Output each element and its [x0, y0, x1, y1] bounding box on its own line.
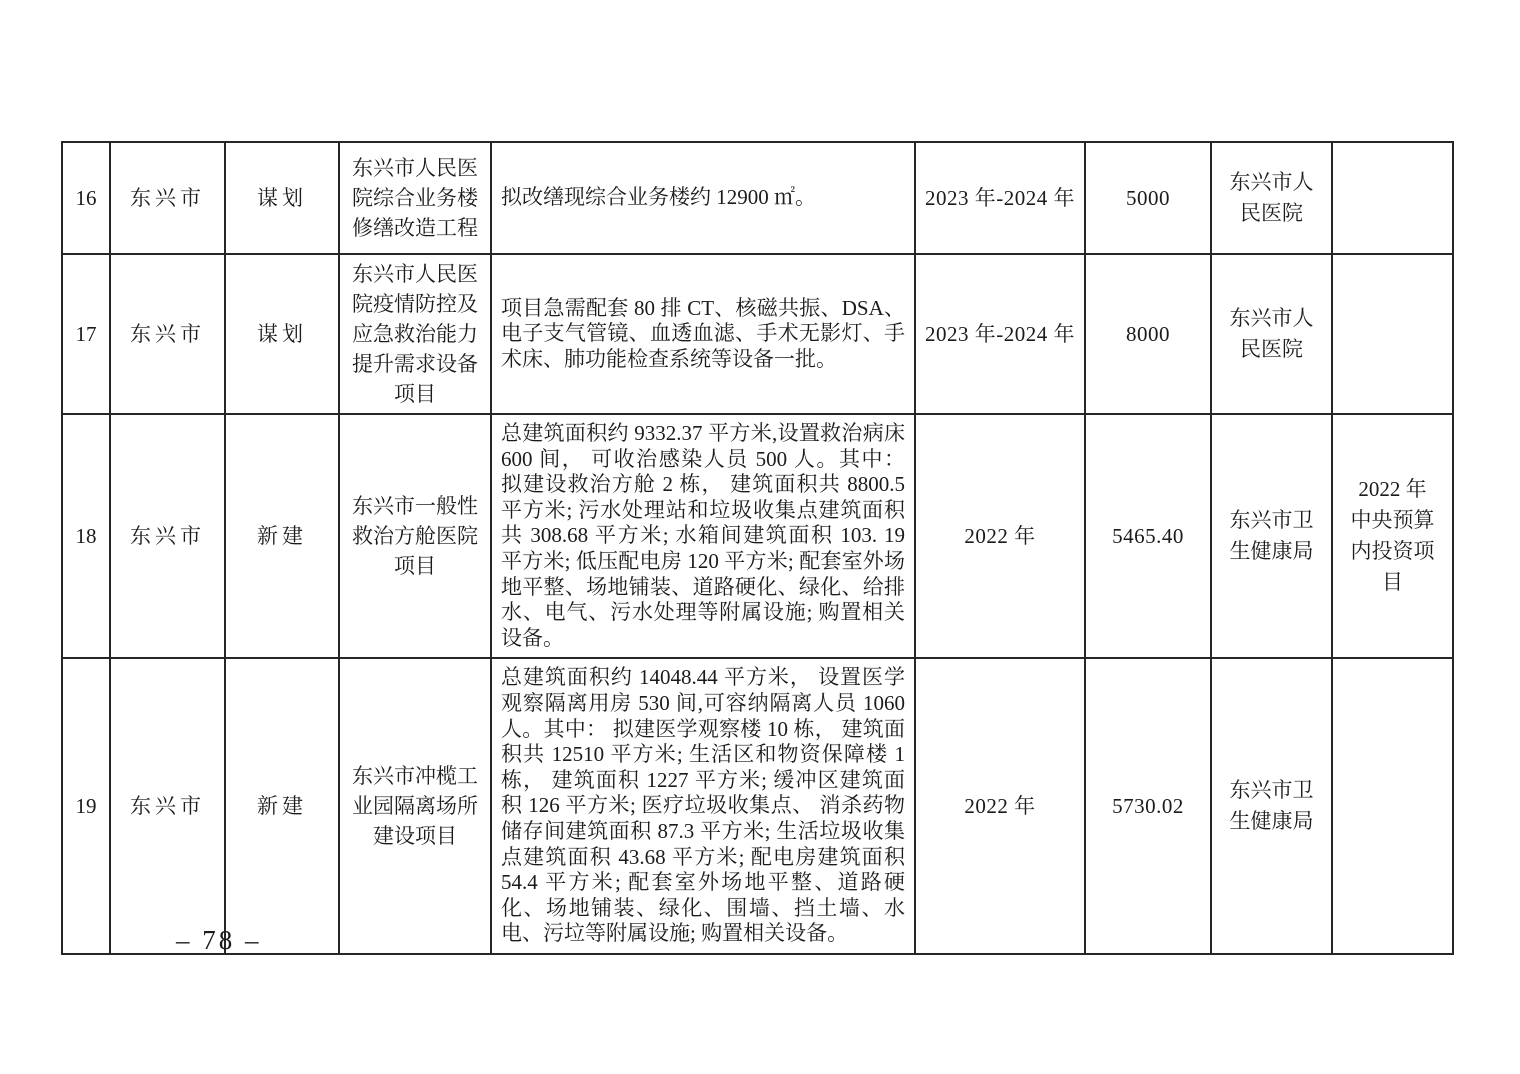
cell-project-type: 谋划 [225, 142, 339, 254]
cell-responsible-unit: 东兴市卫生健康局 [1211, 658, 1332, 954]
cell-project-type: 新建 [225, 414, 339, 658]
cell-project-name: 东兴市人民医院综合业务楼修缮改造工程 [339, 142, 491, 254]
cell-construction-content: 总建筑面积约 9332.37 平方米,设置救治病床 600 间， 可收治感染人员 500 人。其中： 拟建设救治方舱 2 栋， 建筑面积共 8800.5 平方米; 污水处理站和垃圾收集点建筑面积共 308.68 平方米; 水箱间建筑面积 103. 19 平方米; 低压配电房 120 平方米; 配套室外场地平整、场地铺装、道路硬化、绿化、给排水、电气、污水处理等附属设施; 购置相关设备。 [491, 414, 915, 658]
cell-build-period: 2022 年 [915, 414, 1085, 658]
table-row [62, 658, 1453, 954]
cell-remark [1332, 658, 1453, 954]
projects-table [61, 141, 1454, 955]
page-number: – 78 – [176, 925, 262, 955]
cell-investment-amount: 5465.40 [1085, 414, 1211, 658]
cell-build-period: 2022 年 [915, 658, 1085, 954]
cell-remark: 2022 年中央预算内投资项目 [1332, 414, 1453, 658]
cell-responsible-unit: 东兴市人民医院 [1211, 254, 1332, 414]
cell-project-type: 谋划 [225, 254, 339, 414]
cell-investment-amount: 5000 [1085, 142, 1211, 254]
cell-construction-content: 总建筑面积约 14048.44 平方米， 设置医学观察隔离用房 530 间,可容纳隔离人员 1060 人。其中： 拟建医学观察楼 10 栋， 建筑面积共 12510 平方米; 生活区和物资保障楼 1 栋， 建筑面积 1227 平方米; 缓冲区建筑面积 126 平方米; 医疗垃圾收集点、 消杀药物储存间建筑面积 87.3 平方米; 生活垃圾收集点建筑面积 43.68 平方米; 配电房建筑面积 54.4 平方米; 配套室外场地平整、道路硬化、场地铺装、绿化、围墙、挡土墙、水电、污垃等附属设施; 购置相关设备。 [491, 658, 915, 954]
table-row [62, 142, 1453, 254]
cell-investment-amount: 8000 [1085, 254, 1211, 414]
cell-remark [1332, 142, 1453, 254]
cell-project-name: 东兴市一般性救治方舱医院项目 [339, 414, 491, 658]
cell-project-name: 东兴市人民医院疫情防控及应急救治能力提升需求设备项目 [339, 254, 491, 414]
cell-city: 东兴市 [110, 658, 225, 954]
cell-city: 东兴市 [110, 254, 225, 414]
cell-remark [1332, 254, 1453, 414]
cell-investment-amount: 5730.02 [1085, 658, 1211, 954]
cell-project-name: 东兴市冲榄工业园隔离场所建设项目 [339, 658, 491, 954]
cell-row-number: 19 [62, 658, 110, 954]
cell-project-type: 新建 [225, 658, 339, 954]
cell-responsible-unit: 东兴市人民医院 [1211, 142, 1332, 254]
cell-construction-content: 项目急需配套 80 排 CT、核磁共振、DSA、电子支气管镜、血透血滤、手术无影灯、手术床、肺功能检查系统等设备一批。 [491, 254, 915, 414]
cell-row-number: 18 [62, 414, 110, 658]
cell-city: 东兴市 [110, 142, 225, 254]
cell-build-period: 2023 年-2024 年 [915, 254, 1085, 414]
table-row [62, 414, 1453, 658]
cell-city: 东兴市 [110, 414, 225, 658]
cell-row-number: 16 [62, 142, 110, 254]
table-row [62, 254, 1453, 414]
cell-construction-content: 拟改缮现综合业务楼约 12900 ㎡。 [491, 142, 915, 254]
cell-build-period: 2023 年-2024 年 [915, 142, 1085, 254]
cell-responsible-unit: 东兴市卫生健康局 [1211, 414, 1332, 658]
cell-row-number: 17 [62, 254, 110, 414]
